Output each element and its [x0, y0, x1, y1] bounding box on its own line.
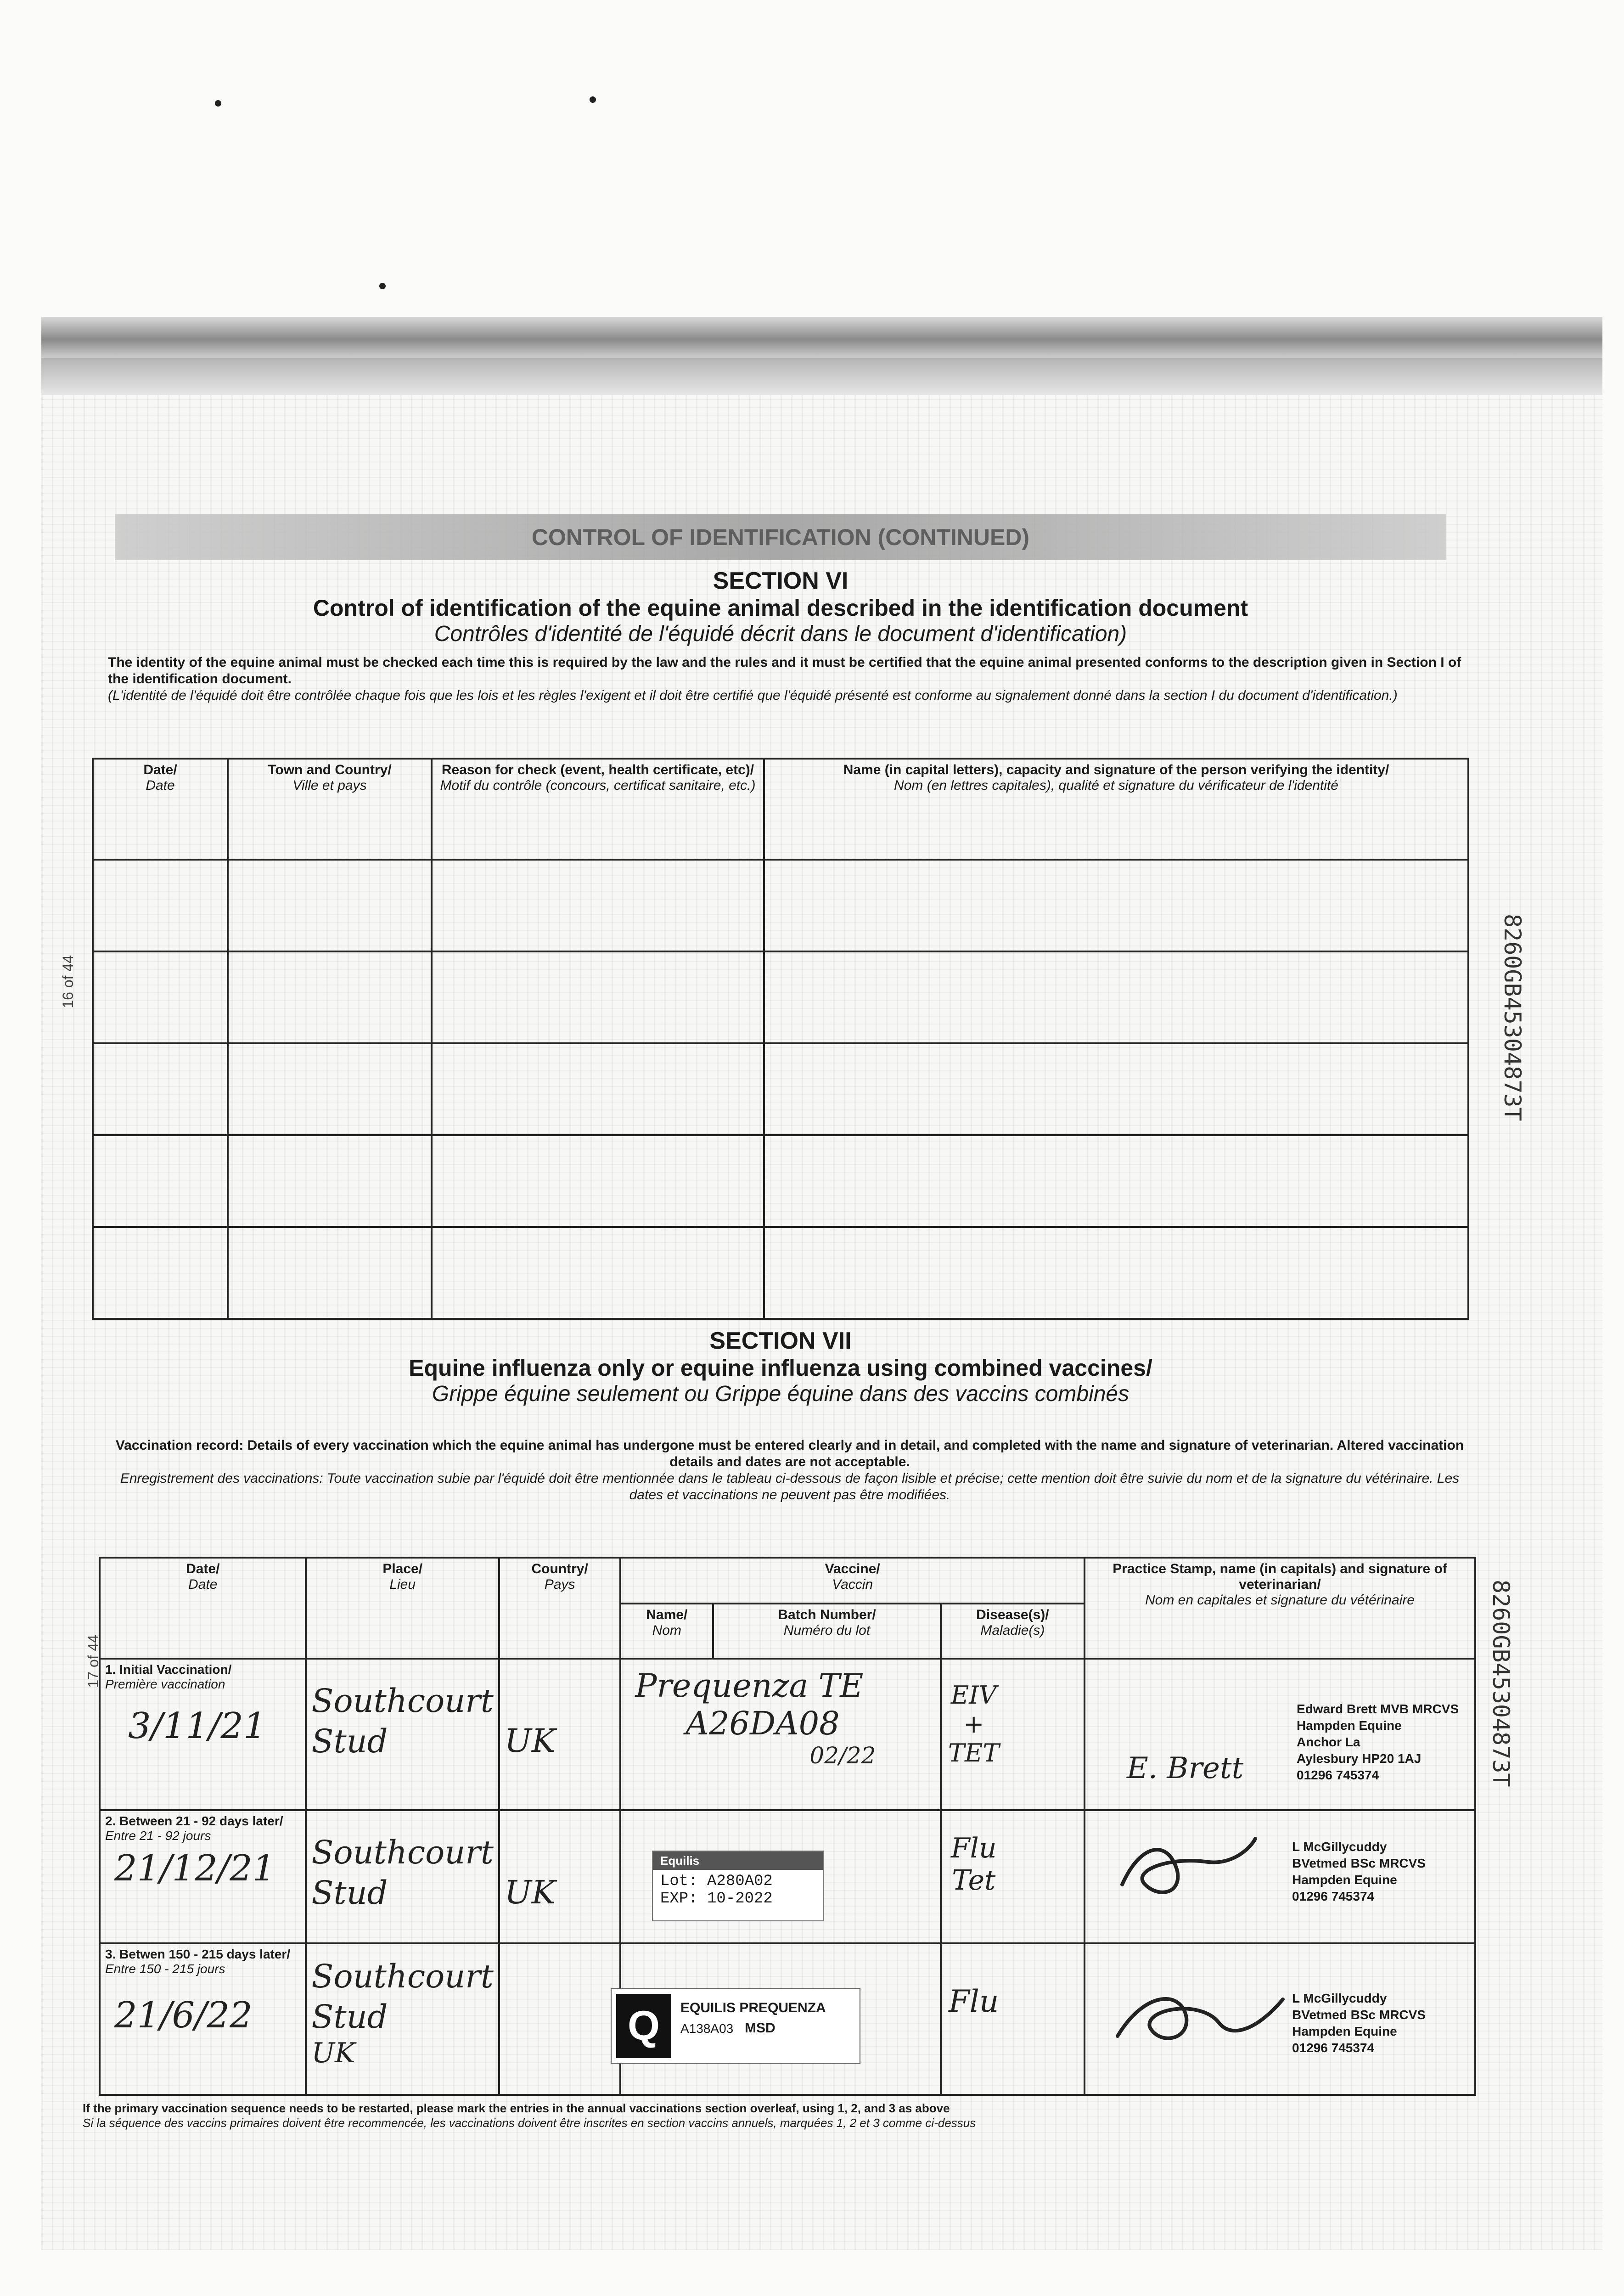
- row-label-en: 1. Initial Vaccination/: [105, 1662, 232, 1677]
- identity-check-table: [92, 758, 1469, 1320]
- practice-cell: [1085, 1810, 1475, 1943]
- empty-cell: [228, 1135, 432, 1227]
- vet-signature: [1113, 1829, 1264, 1908]
- vaccination-date: 21/6/22: [114, 1995, 253, 2036]
- col-reason: [432, 759, 764, 860]
- sticker-expiry: EXP: 10-2022: [660, 1890, 773, 1908]
- disease-cell: [941, 1810, 1085, 1943]
- stamp-line: L McGillycuddy: [1292, 1840, 1387, 1854]
- section7-intro-en: Vaccination record: Details of every vaccination which the equine animal has undergone must be entered clearly and in detail, and completed with the name and signature of veterinarian. Altered vaccination details and dates are not acceptable.: [115, 1438, 1464, 1469]
- table-row: [93, 1043, 1468, 1135]
- scan-speck: [215, 100, 221, 107]
- col-town-fr: Ville et pays: [292, 778, 367, 793]
- sticker-name: EQUILIS PREQUENZA: [680, 2000, 826, 2015]
- section7-title-fr: Grippe équine seulement ou Grippe équine dans des vaccins combinés: [432, 1382, 1129, 1406]
- col-practice: [1085, 1558, 1475, 1659]
- date-cell: [100, 1659, 306, 1810]
- col-reason-fr: Motif du contrôle (concours, certificat sanitaire, etc.): [440, 778, 756, 793]
- table-row: [93, 860, 1468, 951]
- col-verifier-fr: Nom (en lettres capitales), qualité et signature du vérificateur de l'identité: [894, 778, 1338, 793]
- section6-intro-en: The identity of the equine animal must be checked each time this is required by the law and the rules and it must be certified that the equine animal presented conforms to the description given in Section I of the identification document.: [108, 655, 1461, 687]
- empty-cell: [228, 860, 432, 951]
- col-disease-fr: Maladie(s): [980, 1623, 1045, 1638]
- empty-cell: [93, 1135, 228, 1227]
- col-name-fr: Nom: [652, 1623, 681, 1638]
- col-vaccine-en: Vaccine/: [825, 1561, 880, 1576]
- col-verifier-en: Name (in capital letters), capacity and signature of the person verifying the identity/: [843, 762, 1389, 777]
- row-label-fr: Entre 21 - 92 jours: [105, 1829, 211, 1843]
- country-cell: [499, 1810, 620, 1943]
- vaccination-country: UK: [504, 1874, 556, 1911]
- table-row: [93, 1135, 1468, 1227]
- col-country: [499, 1558, 620, 1659]
- table-header-row: [93, 759, 1468, 860]
- stamp-line: Hampden Equine: [1297, 1718, 1402, 1733]
- vaccine-sticker-prequenza: [611, 1988, 860, 2064]
- col-country-fr: Pays: [544, 1577, 575, 1592]
- table-row: [100, 1659, 1475, 1810]
- col-town-country: [228, 759, 432, 860]
- place-cell: [306, 1943, 499, 2095]
- empty-cell: [228, 1043, 432, 1135]
- practice-cell: [1085, 1659, 1475, 1810]
- disease: EIV + TET: [948, 1681, 1000, 1767]
- disease: Flu Tet: [951, 1832, 997, 1896]
- col-place-en: Place/: [382, 1561, 423, 1576]
- stamp-line: Aylesbury HP20 1AJ: [1297, 1751, 1422, 1766]
- col-disease-en: Disease(s)/: [976, 1607, 1049, 1622]
- sticker-batch: A138A03: [680, 2021, 734, 2036]
- col-disease: [941, 1604, 1085, 1659]
- vaccination-country: UK: [311, 2037, 355, 2069]
- practice-stamp: [1297, 1701, 1459, 1784]
- disease: Flu: [949, 1984, 999, 2019]
- practice-stamp: [1292, 1839, 1426, 1905]
- date-cell: [100, 1943, 306, 2095]
- col-date: [100, 1558, 306, 1659]
- header-band: [115, 514, 1446, 560]
- section6-intro-fr: (L'identité de l'équidé doit être contrôlée chaque fois que les lois et les règles l'exigent et il doit être certifié que l'équidé présenté est conforme au signalement donné dans la section I du document d'identification.): [108, 688, 1398, 703]
- row-label-en: 3. Betwen 150 - 215 days later/: [105, 1947, 291, 1961]
- footer-note-en: If the primary vaccination sequence needs to be restarted, please mark the entries in the annual vaccinations section overleaf, using 1, 2, and 3 as above: [83, 2101, 950, 2115]
- col-vaccine-fr: Vaccin: [832, 1577, 873, 1592]
- vaccination-date: 21/12/21: [114, 1848, 275, 1889]
- photocopy-shadow: [41, 358, 1602, 395]
- empty-cell: [228, 1227, 432, 1319]
- stamp-line: 01296 745374: [1292, 2041, 1375, 2055]
- section6-title-fr: Contrôles d'identité de l'équidé décrit dans le document d'identification): [434, 622, 1127, 646]
- country-cell: [499, 1659, 620, 1810]
- col-verifier: [764, 759, 1468, 860]
- name-batch-cell: [620, 1659, 940, 1810]
- footer-note-fr: Si la séquence des vaccins primaires doivent être recommencée, les vaccinations doivent être inscrites en section vaccins annuels, marquées 1, 2 et 3 comme ci-dessus: [83, 2116, 976, 2130]
- vaccine-sticker-equilis: [652, 1851, 824, 1921]
- col-batch-fr: Numéro du lot: [783, 1623, 871, 1638]
- vaccination-place: Southcourt Stud: [311, 1958, 494, 2036]
- stamp-line: Hampden Equine: [1292, 1873, 1397, 1887]
- date-cell: [100, 1810, 306, 1943]
- empty-cell: [764, 1043, 1468, 1135]
- stamp-line: BVetmed BSc MRCVS: [1292, 2008, 1426, 2022]
- stamp-line: 01296 745374: [1297, 1768, 1379, 1782]
- vaccine-name: Prequenza TE: [635, 1667, 864, 1705]
- row-label-fr: Entre 150 - 215 jours: [105, 1962, 225, 1976]
- vaccination-date: 3/11/21: [128, 1705, 266, 1747]
- table-row: [93, 1227, 1468, 1319]
- empty-cell: [764, 1227, 1468, 1319]
- empty-cell: [432, 1135, 764, 1227]
- col-reason-en: Reason for check (event, health certificate, etc)/: [441, 762, 754, 777]
- photocopy-shadow: [41, 317, 1602, 358]
- empty-cell: [764, 860, 1468, 951]
- empty-cell: [432, 951, 764, 1043]
- page-number-top: 16 of 44: [60, 955, 76, 1008]
- vaccination-place: Southcourt Stud: [311, 1834, 494, 1912]
- empty-cell: [93, 951, 228, 1043]
- col-practice-en: Practice Stamp, name (in capitals) and signature of veterinarian/: [1113, 1561, 1447, 1592]
- section6-heading: SECTION VI: [713, 568, 849, 594]
- stamp-line: L McGillycuddy: [1292, 1991, 1387, 2005]
- practice-cell: [1085, 1943, 1475, 2095]
- sticker-maker: MSD: [745, 2020, 775, 2036]
- col-vaccine-name: [620, 1604, 713, 1659]
- practice-stamp: [1292, 1990, 1426, 2056]
- empty-cell: [93, 1227, 228, 1319]
- section7-heading: SECTION VII: [709, 1328, 852, 1354]
- section7-header: [92, 1327, 1469, 1407]
- col-place: [306, 1558, 499, 1659]
- empty-cell: [228, 951, 432, 1043]
- vet-signature: [1108, 1972, 1292, 2054]
- col-date-en: Date/: [143, 762, 177, 777]
- disease-cell: [941, 1659, 1085, 1810]
- col-place-fr: Lieu: [389, 1577, 416, 1592]
- row-label-en: 2. Between 21 - 92 days later/: [105, 1814, 283, 1828]
- stamp-line: BVetmed BSc MRCVS: [1292, 1856, 1426, 1870]
- section6-intro: [108, 654, 1462, 704]
- stamp-line: Edward Brett MVB MRCVS: [1297, 1702, 1459, 1716]
- sticker-lot: Lot: A280A02: [660, 1873, 773, 1890]
- col-batch-en: Batch Number/: [778, 1607, 876, 1622]
- empty-cell: [93, 860, 228, 951]
- col-date-en: Date/: [186, 1561, 220, 1576]
- ueln-bottom: 8260GB45304873T: [1488, 1580, 1514, 1787]
- col-date: [93, 759, 228, 860]
- batch-expiry: 02/22: [809, 1742, 876, 1769]
- sticker-brand: Equilis: [653, 1851, 823, 1870]
- empty-cell: [764, 951, 1468, 1043]
- place-cell: [306, 1659, 499, 1810]
- country-cell: [499, 1943, 620, 2095]
- col-date-fr: Date: [146, 778, 175, 793]
- place-cell: [306, 1810, 499, 1943]
- empty-cell: [432, 860, 764, 951]
- batch-number: A26DA08: [686, 1705, 840, 1742]
- section7-intro-fr: Enregistrement des vaccinations: Toute vaccination subie par l'équidé doit être mentionnée dans le tableau ci-dessous de façon lisible et précise; cette mention doit être suivie du nom et de la signature du vétérinaire. Les dates et vaccinations ne peuvent pas être modifiées.: [120, 1471, 1460, 1503]
- col-date-fr: Date: [188, 1577, 218, 1592]
- stamp-line: 01296 745374: [1292, 1889, 1375, 1903]
- stamp-line: Hampden Equine: [1292, 2024, 1397, 2038]
- q-logo-icon: Q: [616, 1994, 671, 2058]
- col-town-en: Town and Country/: [268, 762, 392, 777]
- section7-title-en: Equine influenza only or equine influenza using combined vaccines/: [409, 1355, 1152, 1381]
- table-header-row: [100, 1558, 1475, 1604]
- section6-title-en: Control of identification of the equine animal described in the identification document: [313, 595, 1248, 621]
- section7-intro: [106, 1437, 1474, 1503]
- section6-header: [92, 567, 1469, 647]
- header-band-text: CONTROL OF IDENTIFICATION (CONTINUED): [531, 524, 1030, 550]
- empty-cell: [764, 1135, 1468, 1227]
- col-name-en: Name/: [646, 1607, 688, 1622]
- row-label-fr: Première vaccination: [105, 1677, 225, 1691]
- empty-cell: [432, 1227, 764, 1319]
- vaccination-place: Southcourt Stud: [311, 1682, 494, 1760]
- col-batch: [713, 1604, 941, 1659]
- stamp-line: Anchor La: [1297, 1735, 1360, 1749]
- footer-note: [83, 2101, 1185, 2130]
- vet-signature: E. Brett: [1127, 1751, 1244, 1785]
- page-number-bottom: 17 of 44: [85, 1635, 101, 1688]
- empty-cell: [432, 1043, 764, 1135]
- empty-cell: [93, 1043, 228, 1135]
- ueln-top: 8260GB45304873T: [1499, 914, 1526, 1121]
- col-country-en: Country/: [531, 1561, 588, 1576]
- scan-speck: [590, 96, 596, 103]
- vaccination-country: UK: [504, 1722, 556, 1760]
- col-practice-fr: Nom en capitales et signature du vétérinaire: [1145, 1593, 1415, 1608]
- col-vaccine: [620, 1558, 1085, 1604]
- table-row: [93, 951, 1468, 1043]
- disease-cell: [941, 1943, 1085, 2095]
- scan-speck: [379, 283, 386, 289]
